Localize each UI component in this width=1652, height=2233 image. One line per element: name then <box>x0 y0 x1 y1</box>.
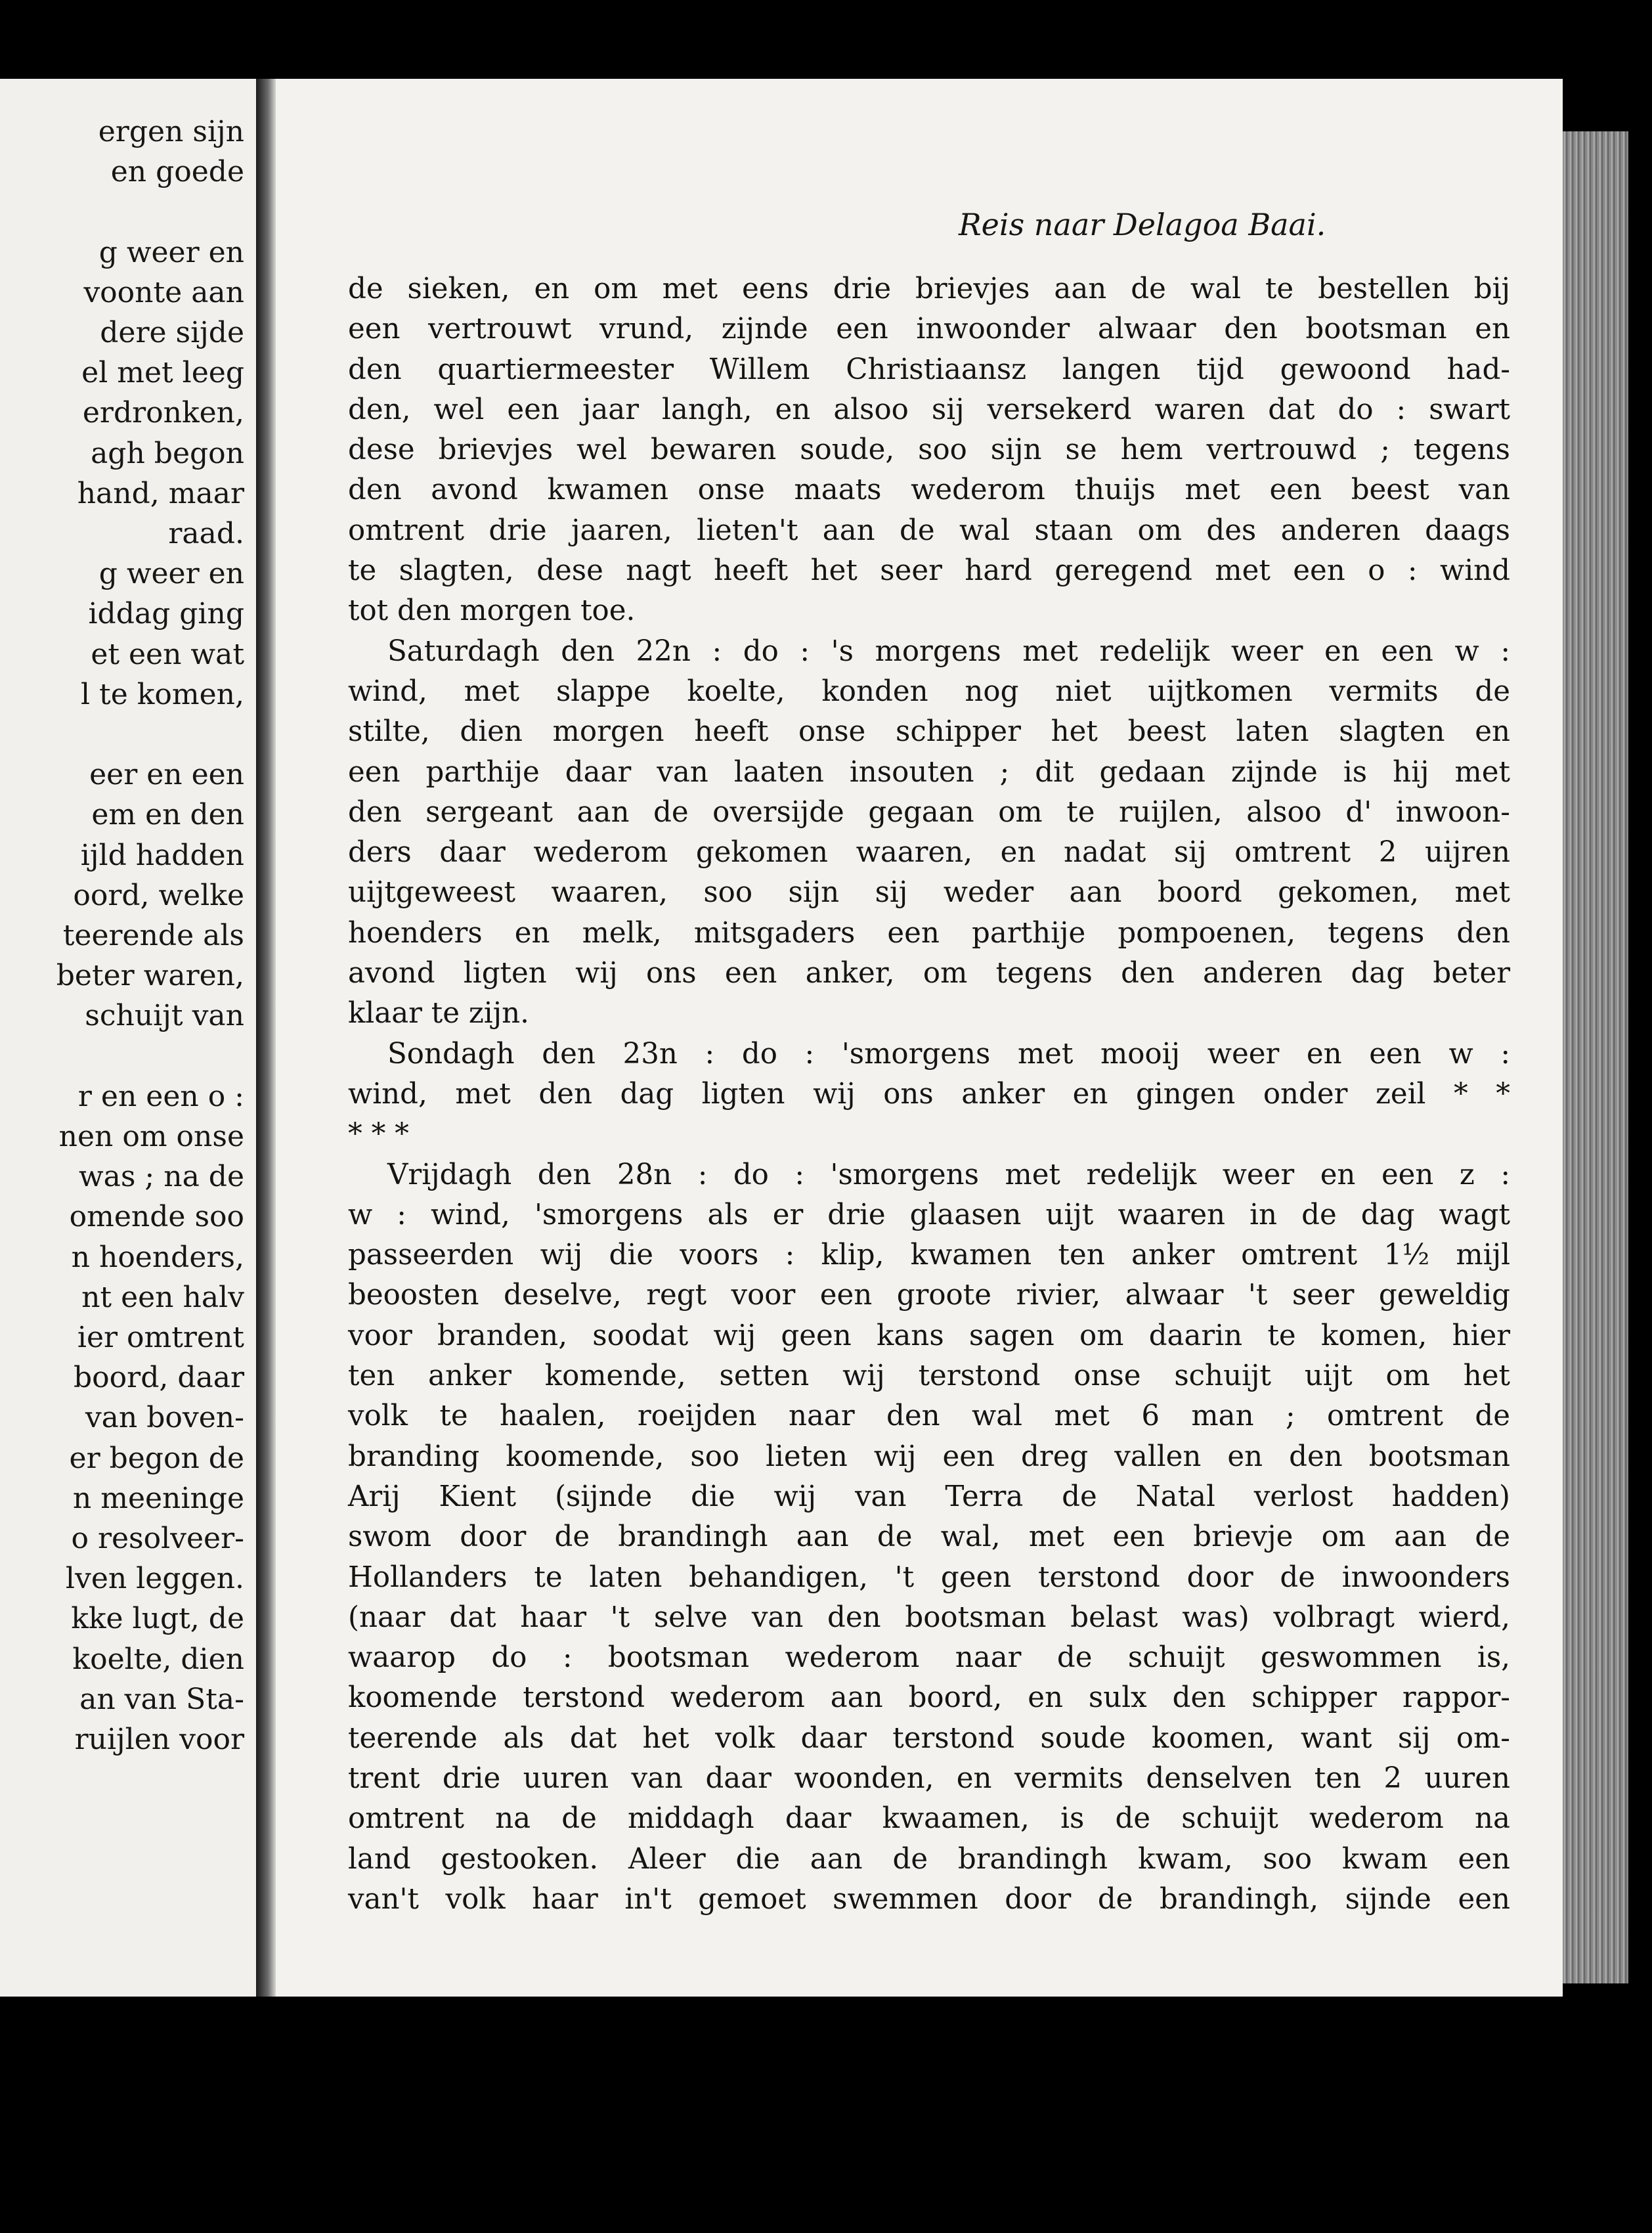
text-line: den sergeant aan de oversijde gegaan om te ruijlen, alsoo d' inwoon- <box>348 795 1510 829</box>
left-page-line: voonte aan <box>83 275 244 309</box>
left-page-line: l te komen, <box>80 677 244 711</box>
left-page-line: nen om onse <box>58 1120 244 1153</box>
text-line: teerende als dat het volk daar terstond soude koomen, want sij om- <box>348 1721 1510 1755</box>
left-page-line: ier omtrent <box>77 1321 244 1354</box>
text-line: Sondagh den 23n : do : 'smorgens met mooij weer en een w : <box>387 1037 1510 1071</box>
left-page-line: omende soo <box>69 1200 244 1234</box>
text-line: Vrijdagh den 28n : do : 'smorgens met redelijk weer en een z : <box>387 1158 1510 1191</box>
left-page-line: en goede <box>110 155 244 189</box>
text-line: Arij Kient (sijnde die wij van Terra de Natal verlost hadden) <box>348 1480 1510 1513</box>
text-line: te slagten, dese nagt heeft het seer hard geregend met een o : wind <box>348 554 1510 588</box>
text-line: klaar te zijn. <box>348 997 529 1030</box>
left-page-line: teerende als <box>62 919 244 952</box>
book-gutter <box>256 79 276 1997</box>
left-page-line: oord, welke <box>73 878 244 912</box>
text-line: omtrent na de middagh daar kwaamen, is de schuijt wederom na <box>348 1802 1510 1836</box>
left-page-line: boord, daar <box>74 1361 244 1395</box>
text-line: passeerden wij die voors : klip, kwamen ten anker omtrent 1½ mijl <box>348 1239 1510 1272</box>
text-line: tot den morgen toe. <box>348 594 636 628</box>
text-line: den, wel een jaar langh, en alsoo sij versekerd waren dat do : swart <box>348 393 1510 426</box>
page-edges <box>1563 131 1628 1983</box>
left-page-line: ruijlen voor <box>74 1723 244 1756</box>
text-line: den avond kwamen onse maats wederom thuijs met een beest van <box>348 474 1510 507</box>
left-page-line: iddag ging <box>88 597 244 631</box>
left-page-fragment <box>0 79 256 1997</box>
right-page <box>276 79 1563 1997</box>
left-page-line: eer en een <box>89 758 244 792</box>
left-page-line: ijld hadden <box>80 838 244 872</box>
text-line: waarop do : bootsman wederom naar de schuijt geswommen is, <box>348 1641 1510 1675</box>
left-page-line: beter waren, <box>56 959 244 993</box>
left-page-line: was ; na de <box>78 1160 244 1194</box>
text-line: den quartiermeester Willem Christiaansz langen tijd gewoond had- <box>348 353 1510 386</box>
left-page-line: erdronken, <box>82 396 244 430</box>
text-line: wind, met den dag ligten wij ons anker en gingen onder zeil * * <box>348 1077 1510 1111</box>
text-line: beoosten deselve, regt voor een groote rivier, alwaar 't seer geweldig <box>348 1279 1510 1312</box>
text-line: land gestooken. Aleer die aan de brandingh kwam, soo kwam een <box>348 1842 1510 1876</box>
text-line: branding koomende, soo lieten wij een dreg vallen en den bootsman <box>348 1440 1510 1473</box>
left-page-line: n hoenders, <box>71 1240 244 1274</box>
left-page-line: van boven- <box>85 1401 244 1435</box>
text-line: wind, met slappe koelte, konden nog niet uijtkomen vermits de <box>348 674 1510 708</box>
text-line: omtrent drie jaaren, lieten't aan de wal staan om des anderen daags <box>348 514 1510 547</box>
text-line: een vertrouwt vrund, zijnde een inwoonder alwaar den bootsman en <box>348 313 1510 346</box>
text-line: dese brievjes wel bewaren soude, soo sijn se hem vertrouwd ; tegens <box>348 433 1510 467</box>
text-line: (naar dat haar 't selve van den bootsman belast was) volbragt wierd, <box>348 1601 1510 1634</box>
text-line: trent drie uuren van daar woonden, en vermits denselven ten 2 uuren <box>348 1761 1510 1795</box>
text-line: een parthije daar van laaten insouten ; dit gedaan zijnde is hij met <box>348 755 1510 789</box>
text-line: Saturdagh den 22n : do : 's morgens met redelijk weer en een w : <box>387 634 1510 668</box>
left-page-line: agh begon <box>91 436 244 470</box>
text-line: koomende terstond wederom aan boord, en sulx den schipper rappor- <box>348 1681 1510 1715</box>
left-page-line: o resolveer- <box>71 1522 244 1555</box>
text-line: Hollanders te laten behandigen, 't geen terstond door de inwoonders <box>348 1560 1510 1594</box>
text-line: ten anker komende, setten wij terstond onse schuijt uijt om het <box>348 1360 1510 1393</box>
left-page-line: ergen sijn <box>98 115 244 148</box>
left-page-line: hand, maar <box>77 476 244 510</box>
running-head: Reis naar Delagoa Baai. <box>959 207 1326 242</box>
left-page-line: r en een o : <box>77 1079 244 1113</box>
left-page-line: er begon de <box>69 1441 244 1475</box>
text-line: van't volk haar in't gemoet swemmen door de brandingh, sijnde een <box>348 1882 1510 1916</box>
text-line: * * * <box>348 1118 409 1151</box>
left-page-line: an van Sta- <box>79 1682 244 1716</box>
text-line: volk te haalen, roeijden naar den wal met 6 man ; omtrent de <box>348 1400 1510 1433</box>
text-line: ders daar wederom gekomen waaren, en nadat sij omtrent 2 uijren <box>348 836 1510 870</box>
left-page-line: kke lugt, de <box>71 1602 244 1636</box>
left-page-line: koelte, dien <box>72 1642 244 1676</box>
left-page-line: lven leggen. <box>65 1562 244 1596</box>
left-page-line: em en den <box>91 798 244 832</box>
text-line: voor branden, soodat wij geen kans sagen om daarin te komen, hier <box>348 1319 1510 1352</box>
body-text <box>348 269 1510 1920</box>
text-line: de sieken, en om met eens drie brievjes aan de wal te bestellen bij <box>348 273 1510 305</box>
text-line: hoenders en melk, mitsgaders een parthije pompoenen, tegens den <box>348 916 1510 950</box>
left-page-line: raad. <box>168 517 244 550</box>
left-page-line: et een wat <box>91 637 244 671</box>
left-page-line: g weer en <box>98 235 244 269</box>
left-page-line: schuijt van <box>85 999 244 1033</box>
text-line: swom door de brandingh aan de wal, met een brievje om aan de <box>348 1520 1510 1554</box>
text-line: stilte, dien morgen heeft onse schipper het beest laten slagten en <box>348 715 1510 749</box>
left-page-line: g weer en <box>98 557 244 591</box>
left-page-line: el met leeg <box>81 356 244 390</box>
text-line: w : wind, 'smorgens als er drie glaasen uijt waaren in de dag wagt <box>348 1198 1510 1231</box>
text-line: uijtgeweest waaren, soo sijn sij weder aan boord gekomen, met <box>348 876 1510 910</box>
left-page-line: n meeninge <box>72 1481 244 1515</box>
left-page-line: nt een halv <box>81 1280 244 1314</box>
text-line: avond ligten wij ons een anker, om tegens den anderen dag beter <box>348 957 1510 990</box>
left-page-line: dere sijde <box>100 316 244 349</box>
